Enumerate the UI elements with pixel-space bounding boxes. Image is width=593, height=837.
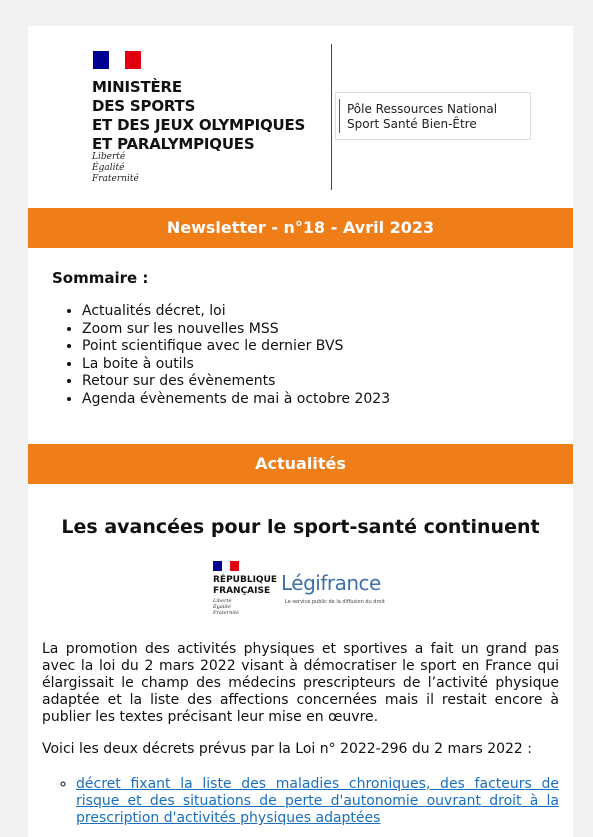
rf-motto-egalite: Égalité <box>213 604 231 610</box>
republique-francaise-name: RÉPUBLIQUE FRANÇAISE <box>213 575 278 596</box>
newsletter-title-bar: Newsletter - n°18 - Avril 2023 <box>28 208 573 248</box>
sommaire-item-actualites: • Actualités décret, loi <box>82 303 390 321</box>
pole-ressources-logo <box>335 92 531 140</box>
rf-motto-fraternite: Fraternité <box>213 610 239 616</box>
sommaire-item-retour-evenements: • Retour sur des évènements <box>82 373 390 391</box>
decrets-list <box>76 776 559 827</box>
motto-egalite: Égalité <box>92 163 125 173</box>
actualites-section-bar: Actualités <box>28 444 573 484</box>
pole-rule <box>339 99 340 133</box>
newsletter-page <box>28 26 573 837</box>
legifrance-motto <box>213 598 239 616</box>
legifrance-wordmark: Légifrance <box>281 571 381 595</box>
sommaire-item-boite-outils: • La boite à outils <box>82 356 390 374</box>
legifrance-tagline: Le service public de la diffusion du droit <box>285 599 385 605</box>
article-paragraph-decrets: Voici les deux décrets prévus par la Loi n° 2022-296 du 2 mars 2022 : <box>42 741 532 757</box>
ministry-name: MINISTÈRE DES SPORTS ET DES JEUX OLYMPIQUES ET PARALYMPIQUES <box>92 78 306 153</box>
motto-fraternite: Fraternité <box>92 174 139 184</box>
legifrance-logo <box>213 561 403 621</box>
sommaire-item-agenda: • Agenda évènements de mai à octobre 2023 <box>82 391 390 409</box>
motto-liberte: Liberté <box>92 152 126 162</box>
republic-flag-icon <box>213 561 239 571</box>
logo-divider <box>331 44 332 190</box>
marianne-flag-icon <box>93 51 141 69</box>
article-paragraph-intro: La promotion des activités physiques et sportives a fait un grand pas avec la loi du 2 mars 2022 visant à démocratiser le sport en France qui élargissait le champ des médecins prescripteurs de l’activité physique adaptée et la liste des affections concernées mais il restait encore à publier les textes précisant leur mise en œuvre. <box>42 641 559 725</box>
republic-motto <box>92 152 139 185</box>
header-logos <box>28 26 573 208</box>
pole-line-2: Sport Santé Bien-Être <box>347 117 477 131</box>
sommaire-item-zoom-mss: • Zoom sur les nouvelles MSS <box>82 321 390 339</box>
sommaire-list <box>52 303 390 408</box>
pole-line-1: Pôle Ressources National <box>347 102 498 116</box>
decret-item <box>76 776 559 827</box>
article-title: Les avancées pour le sport-santé continuent <box>61 516 540 538</box>
pole-text <box>347 102 497 132</box>
decret-maladies-chroniques-link[interactable]: décret fixant la liste des maladies chroniques, des facteurs de risque et des situations de perte d'autonomie ouvrant droit à la prescription d'activités physiques adaptées <box>76 776 559 826</box>
sommaire-item-point-scientifique: • Point scientifique avec le dernier BVS <box>82 338 390 356</box>
sommaire-title: Sommaire : <box>52 269 149 287</box>
rf-motto-liberte: Liberté <box>213 598 232 604</box>
